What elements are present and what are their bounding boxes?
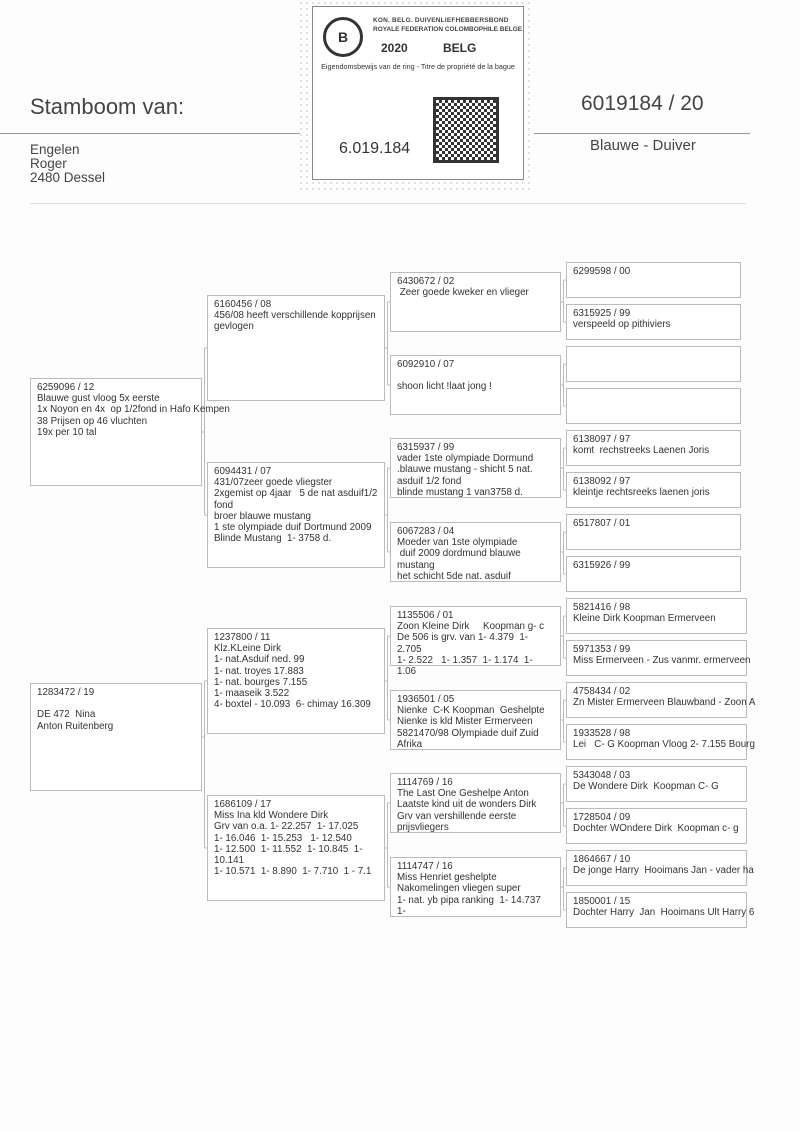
pedigree-box-gen3 bbox=[390, 438, 561, 498]
pigeon-notes: Klz.KLeine Dirk 1- nat.Asduif ned. 99 1- nat. troyes 17.883 1- nat. bourges 7.155 1- maaseik 3.522 4- boxtel - 10.093 6- chimay 16.309 bbox=[214, 643, 371, 711]
pedigree-box-gen4 bbox=[566, 262, 741, 298]
pigeon-notes: kleintje rechtsreeks laenen joris bbox=[573, 487, 710, 499]
certificate-subtitle: Eigendomsbewijs van de ring - Titre de propriété de la bague bbox=[321, 62, 515, 71]
pedigree-box-gen3 bbox=[390, 857, 561, 917]
pigeon-notes: Nienke C-K Koopman Geshelpte Nienke is kld Mister Ermerveen 5821470/98 Olympiade duif Zuid Afrika bbox=[397, 705, 545, 750]
ring-number: 6094431 / 07 bbox=[214, 466, 272, 477]
pigeon-notes: De jonge Harry Hooimans Jan - vader ha bbox=[573, 865, 754, 877]
ring-number: 6315925 / 99 bbox=[573, 308, 631, 319]
pigeon-notes: shoon licht !laat jong ! bbox=[397, 381, 492, 393]
ring-number: 6315926 / 99 bbox=[573, 560, 631, 571]
pigeon-notes: vader 1ste olympiade Dormund .blauwe mustang - shicht 5 nat. asduif 1/2 fond blinde mustang 1 van3758 d. bbox=[397, 453, 534, 498]
pigeon-notes: DE 472 Nina Anton Ruitenberg bbox=[37, 709, 114, 732]
ring-number: 1728504 / 09 bbox=[573, 812, 631, 823]
ring-number: 1237800 / 11 bbox=[214, 632, 271, 643]
pigeon-notes: Lei C- G Koopman Vloog 2- 7.155 Bourg bbox=[573, 739, 755, 751]
pedigree-box-gen4 bbox=[566, 808, 747, 844]
ring-number: 6067283 / 04 bbox=[397, 526, 455, 537]
ring-number: 6430672 / 02 bbox=[397, 276, 455, 287]
ring-number: 6315937 / 99 bbox=[397, 442, 455, 453]
pedigree-box-gen2 bbox=[207, 795, 385, 901]
ring-number: 1283472 / 19 bbox=[37, 687, 95, 698]
pedigree-box-gen4 bbox=[566, 640, 751, 676]
pigeon-notes: De Wondere Dirk Koopman C- G bbox=[573, 781, 719, 793]
federation-logo: B bbox=[323, 17, 363, 57]
pedigree-box-gen4 bbox=[566, 598, 747, 634]
pedigree-box-gen4 bbox=[566, 556, 741, 592]
pedigree-box-gen4 bbox=[566, 724, 755, 760]
ring-number: 1114747 / 16 bbox=[397, 861, 453, 872]
pedigree-box-gen4 bbox=[566, 682, 756, 718]
pigeon-notes: Zeer goede kweker en vlieger bbox=[397, 287, 529, 299]
pedigree-box-gen1 bbox=[30, 378, 230, 486]
pedigree-box-gen4 bbox=[566, 346, 741, 382]
pedigree-box-gen3 bbox=[390, 355, 561, 415]
ring-number: 6160456 / 08 bbox=[214, 299, 272, 310]
certificate-country: BELG bbox=[443, 41, 477, 55]
pigeon-notes: 456/08 heeft verschillende kopprijsen gevlogen bbox=[214, 310, 376, 333]
pedigree-box-gen4 bbox=[566, 472, 741, 508]
pigeon-notes: Blauwe gust vloog 5x eerste 1x Noyon en 4x op 1/2fond in Hafo Kempen 38 Prijsen op 46 vluchten 19x per 10 tal bbox=[37, 393, 230, 438]
pedigree-box-gen4 bbox=[566, 850, 754, 886]
ring-number: 1936501 / 05 bbox=[397, 694, 455, 705]
pigeon-notes: Dochter WOndere Dirk Koopman c- g bbox=[573, 823, 739, 835]
pigeon-notes: Zoon Kleine Dirk Koopman g- c De 506 is grv. van 1- 4.379 1- 2.705 1- 2.522 1- 1.357 1- 1.174 1- 1.06 bbox=[397, 621, 545, 678]
pedigree-box-gen4 bbox=[566, 430, 741, 466]
ring-number: 6138097 / 97 bbox=[573, 434, 631, 445]
pedigree-box-gen3 bbox=[390, 773, 561, 833]
pigeon-notes: 431/07zeer goede vliegster 2xgemist op 4jaar 5 de nat asduif1/2 fond broer blauwe mustang 1 ste olympiade duif Dortmund 2009 Blinde Mustang 1- 3758 d. bbox=[214, 477, 378, 545]
pedigree-box-gen2 bbox=[207, 628, 385, 734]
ring-number: 1686109 / 17 bbox=[214, 799, 272, 810]
pedigree-box-gen3 bbox=[390, 690, 561, 750]
pigeon-notes: The Last One Geshelpe Anton Laatste kind uit de wonders Dirk Grv van vershillende eerste prijsvliegers bbox=[397, 788, 537, 833]
owner-address: 2480 Dessel bbox=[30, 170, 106, 185]
pedigree-box-gen3 bbox=[390, 522, 561, 582]
ring-number: 1864667 / 10 bbox=[573, 854, 631, 865]
main-ring-number: 6019184 / 20 bbox=[581, 92, 704, 115]
page-title: Stamboom van: bbox=[30, 94, 185, 119]
pigeon-notes: Kleine Dirk Koopman Ermerveen bbox=[573, 613, 716, 625]
ring-number: 6517807 / 01 bbox=[573, 518, 631, 529]
ring-number: 5971353 / 99 bbox=[573, 644, 631, 655]
certificate-year: 2020 bbox=[381, 41, 408, 55]
pigeon-notes: Zn Mister Ermerveen Blauwband - Zoon A bbox=[573, 697, 756, 709]
ring-number: 1933528 / 98 bbox=[573, 728, 631, 739]
certificate-line1: KON. BELG. DUIVENLIEFHEBBERSBOND bbox=[373, 17, 509, 24]
pigeon-notes: Moeder van 1ste olympiade duif 2009 dordmund blauwe mustang het schicht 5de nat. asduif bbox=[397, 537, 521, 582]
owner-surname: Engelen bbox=[30, 142, 80, 157]
pedigree-box-gen2 bbox=[207, 462, 385, 568]
pedigree-box-gen4 bbox=[566, 892, 755, 928]
ring-number: 6092910 / 07 bbox=[397, 359, 455, 370]
ring-number: 1850001 / 15 bbox=[573, 896, 631, 907]
owner-firstname: Roger bbox=[30, 156, 67, 171]
certificate-ring-number: 6.019.184 bbox=[339, 140, 411, 157]
pedigree-box-gen4 bbox=[566, 514, 741, 550]
pigeon-notes: Miss Henriet geshelpte Nakomelingen vliegen super 1- nat. yb pipa ranking 1- 14.737 1- bbox=[397, 872, 541, 917]
pigeon-color-sex: Blauwe - Duiver bbox=[590, 137, 696, 154]
ring-number: 6138092 / 97 bbox=[573, 476, 631, 487]
pigeon-notes: komt rechstreeks Laenen Joris bbox=[573, 445, 710, 457]
pigeon-notes: verspeeld op pithiviers bbox=[573, 319, 671, 331]
pigeon-notes: Dochter Harry Jan Hooimans Ult Harry 6 bbox=[573, 907, 755, 919]
ring-number: 1114769 / 16 bbox=[397, 777, 453, 788]
pedigree-box-gen4 bbox=[566, 304, 741, 340]
ring-number: 5821416 / 98 bbox=[573, 602, 631, 613]
pedigree-box-gen3 bbox=[390, 606, 561, 678]
pedigree-box-gen3 bbox=[390, 272, 561, 332]
ring-number: 6299598 / 00 bbox=[573, 266, 631, 277]
pigeon-notes: Miss Ina kld Wondere Dirk Grv van o.a. 1- 22.257 1- 17.025 1- 16.046 1- 15.253 1- 12.540 1- 12.500 1- 11.552 1- 10.845 1- 10.141 1- 10.571 1- 8.890 1- 7.710 1 - 7.1 bbox=[214, 810, 372, 878]
pedigree-box-gen4 bbox=[566, 766, 747, 802]
pedigree-box-gen2 bbox=[207, 295, 385, 401]
ring-number: 1135506 / 01 bbox=[397, 610, 454, 621]
pigeon-notes: Miss Ermerveen - Zus vanmr. ermerveen bbox=[573, 655, 751, 667]
pedigree-box-gen4 bbox=[566, 388, 741, 424]
ring-number: 6259096 / 12 bbox=[37, 382, 95, 393]
ring-number: 4758434 / 02 bbox=[573, 686, 631, 697]
ring-number: 5343048 / 03 bbox=[573, 770, 631, 781]
certificate-line2: ROYALE FEDERATION COLOMBOPHILE BELGE bbox=[373, 26, 523, 33]
pedigree-box-gen1 bbox=[30, 683, 202, 791]
